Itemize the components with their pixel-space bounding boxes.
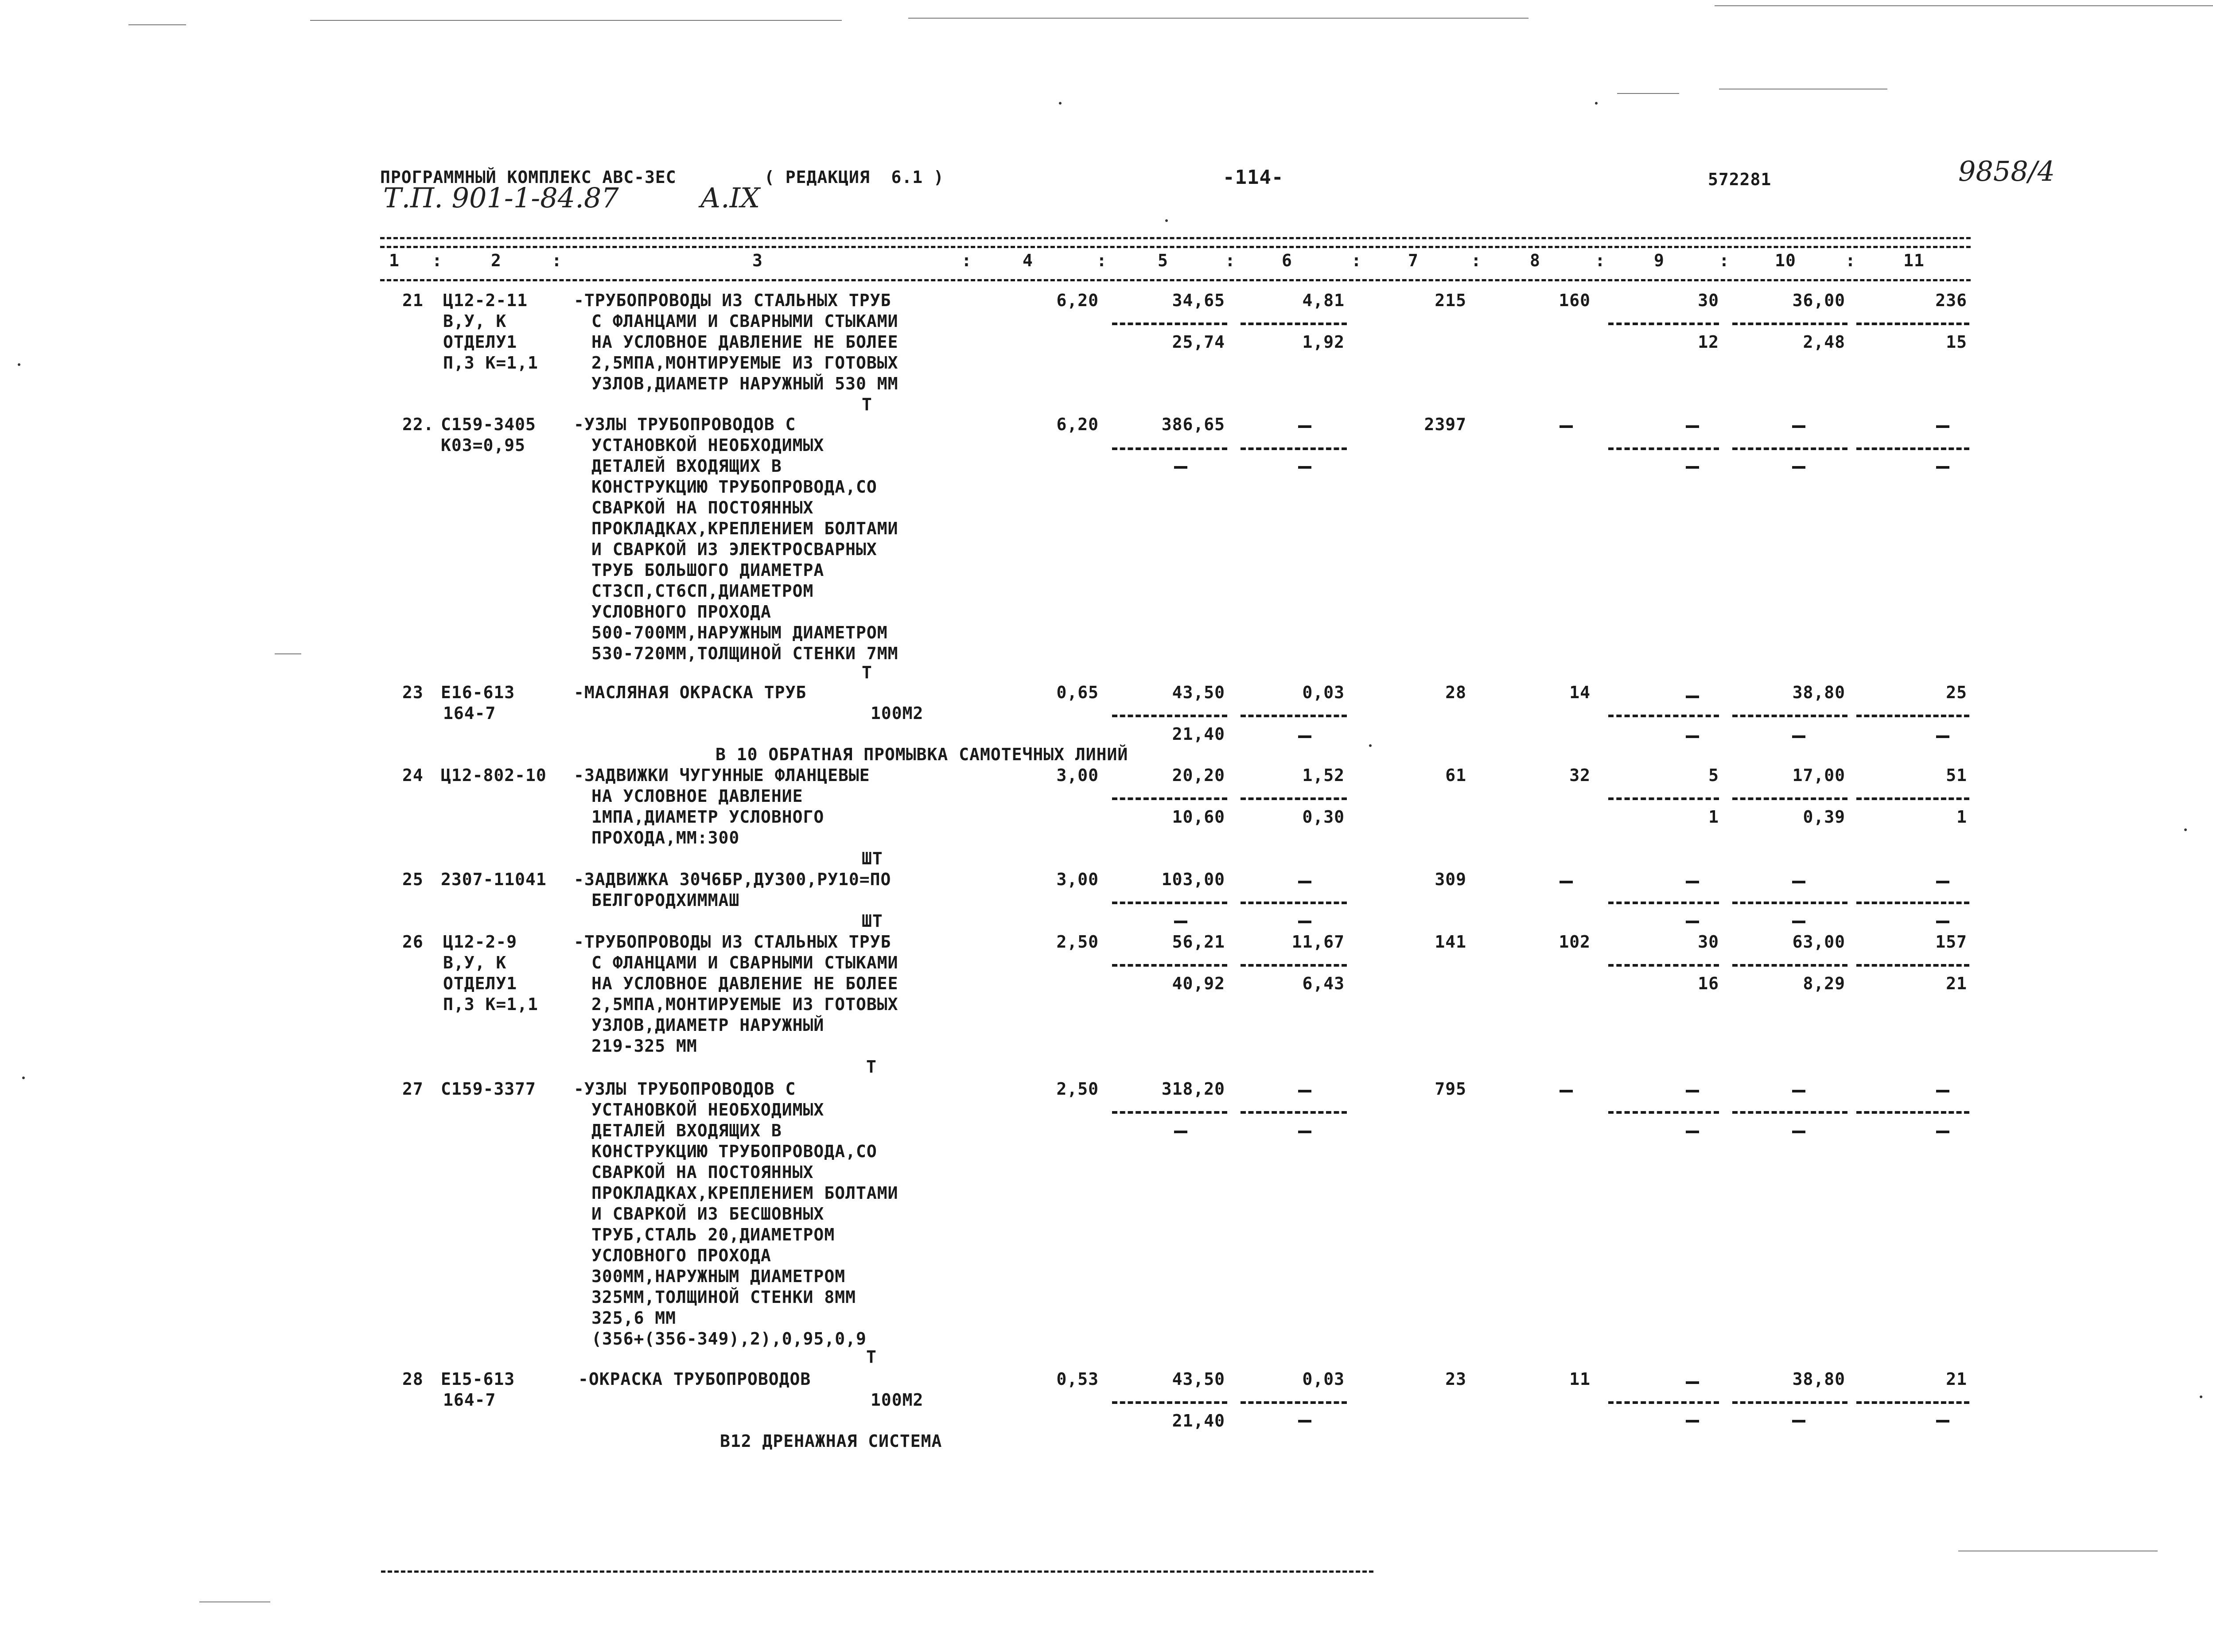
empty-cell-mark	[1686, 1420, 1699, 1423]
scan-mark	[1617, 93, 1679, 94]
column-header: 1	[389, 251, 400, 270]
cell-col6: 1,52	[1302, 766, 1345, 785]
row-description: УЗЛОВ,ДИАМЕТР НАРУЖНЫЙ	[591, 1015, 825, 1035]
cell-divider	[1608, 1401, 1719, 1404]
row-number: 27	[402, 1079, 424, 1099]
cell-col11: 25	[1946, 683, 1967, 702]
column-separator: :	[1595, 251, 1606, 270]
empty-cell-mark	[1792, 1420, 1805, 1423]
cell-col8: 102	[1559, 932, 1591, 952]
row-description: 325,6 ММ	[591, 1308, 677, 1328]
empty-cell-mark	[1936, 881, 1949, 883]
empty-cell-mark	[1936, 425, 1949, 428]
cell-divider	[1732, 447, 1847, 450]
row-unit: Т	[866, 1057, 877, 1077]
cell-col10-extra: 0,39	[1803, 807, 1845, 827]
scan-mark	[199, 1601, 270, 1602]
row-code: Е15-613	[441, 1369, 515, 1389]
empty-cell-mark	[1298, 735, 1311, 738]
column-separator: :	[552, 251, 562, 270]
row-description: ПРОКЛАДКАХ,КРЕПЛЕНИЕМ БОЛТАМИ	[591, 519, 898, 538]
cell-col6-extra: 6,43	[1302, 974, 1345, 993]
cell-col7: 2397	[1424, 415, 1466, 434]
column-separator: :	[1225, 251, 1236, 270]
empty-cell-mark	[1792, 425, 1805, 428]
cell-col8: 14	[1569, 683, 1591, 702]
row-description: -ТРУБОПРОВОДЫ ИЗ СТАЛЬНЫХ ТРУБ	[574, 291, 891, 310]
row-description: 2,5МПА,МОНТИРУЕМЫЕ ИЗ ГОТОВЫХ	[591, 995, 898, 1014]
row-code: Ц12-802-10	[441, 766, 547, 785]
cell-divider	[1112, 715, 1227, 717]
empty-cell-mark	[1936, 735, 1949, 738]
row-description: -УЗЛЫ ТРУБОПРОВОДОВ С	[574, 1079, 796, 1099]
cell-col4: 0,65	[1056, 683, 1099, 702]
cell-col11: 157	[1935, 932, 1967, 952]
row-code: П,3 К=1,1	[443, 995, 538, 1014]
cell-col8: 160	[1559, 291, 1591, 310]
empty-cell-mark	[1686, 696, 1699, 698]
cell-divider	[1856, 715, 1969, 717]
cell-divider	[1112, 447, 1227, 450]
column-header: 4	[1023, 251, 1033, 270]
column-header: 5	[1158, 251, 1168, 270]
row-description: СВАРКОЙ НА ПОСТОЯННЫХ	[591, 1162, 814, 1182]
row-description: ДЕТАЛЕЙ ВХОДЯЩИХ В	[591, 456, 782, 476]
edition-label: ( РЕДАКЦИЯ 6.1 )	[764, 167, 944, 187]
cell-col5-extra: 10,60	[1172, 807, 1225, 827]
empty-cell-mark	[1936, 1090, 1949, 1092]
cell-col5: 56,21	[1172, 932, 1225, 952]
cell-col11-extra: 21	[1946, 974, 1967, 993]
cell-col6: 11,67	[1291, 932, 1345, 952]
cell-divider	[1732, 715, 1847, 717]
cell-col8: 11	[1569, 1369, 1591, 1389]
cell-col11-extra: 1	[1956, 807, 1967, 827]
row-code: Е16-613	[441, 683, 515, 702]
empty-cell-mark	[1174, 921, 1187, 923]
row-unit: Т	[862, 663, 872, 682]
row-description: 325ММ,ТОЛЩИНОЙ СТЕНКИ 8ММ	[591, 1287, 856, 1307]
empty-cell-mark	[1686, 1381, 1699, 1384]
cell-divider	[1856, 902, 1969, 904]
cell-divider	[1856, 1111, 1969, 1114]
column-separator: :	[961, 251, 972, 270]
scan-mark	[275, 653, 301, 654]
empty-cell-mark	[1174, 1131, 1187, 1133]
row-number: 24	[402, 766, 424, 785]
row-code: 2307-11041	[441, 870, 547, 889]
row-code: 164-7	[443, 704, 496, 723]
cell-col10: 17,00	[1792, 766, 1845, 785]
cell-divider	[1732, 902, 1847, 904]
page-number: -114-	[1223, 166, 1284, 189]
cell-divider	[1241, 447, 1347, 450]
column-separator: :	[1719, 251, 1730, 270]
cell-divider	[1856, 797, 1969, 800]
cell-col5-extra: 21,40	[1172, 724, 1225, 744]
row-description: (356+(356-349),2),0,95,0,9	[591, 1329, 867, 1349]
cell-col10: 38,80	[1792, 683, 1845, 702]
cell-col10: 63,00	[1792, 932, 1845, 952]
row-description: И СВАРКОЙ ИЗ ЭЛЕКТРОСВАРНЫХ	[591, 540, 877, 559]
cell-col11: 21	[1946, 1369, 1967, 1389]
cell-divider	[1112, 797, 1227, 800]
row-code: П,3 К=1,1	[443, 353, 538, 373]
cell-divider	[1608, 715, 1719, 717]
row-unit: Т	[862, 395, 872, 414]
row-code: Ц12-2-11	[443, 291, 528, 310]
row-description: УЗЛОВ,ДИАМЕТР НАРУЖНЫЙ 530 ММ	[591, 374, 898, 393]
column-separator: :	[1097, 251, 1107, 270]
row-unit: ШТ	[862, 849, 883, 868]
cell-col5-extra: 25,74	[1172, 332, 1225, 352]
row-description: НА УСЛОВНОЕ ДАВЛЕНИЕ	[591, 786, 803, 806]
cell-col6: 4,81	[1302, 291, 1345, 310]
cell-col7: 61	[1445, 766, 1466, 785]
row-description: ТРУБ БОЛЬШОГО ДИАМЕТРА	[591, 560, 825, 580]
table-header-bottom-rule	[380, 279, 1971, 281]
cell-col5: 20,20	[1172, 766, 1225, 785]
row-number: 25	[402, 870, 424, 889]
row-description: 300ММ,НАРУЖНЫМ ДИАМЕТРОМ	[591, 1267, 846, 1286]
column-header: 2	[491, 251, 502, 270]
empty-cell-mark	[1686, 466, 1699, 469]
row-description: СВАРКОЙ НА ПОСТОЯННЫХ	[591, 498, 814, 517]
scan-mark	[1715, 5, 2213, 6]
column-header: 9	[1654, 251, 1665, 270]
column-separator: :	[432, 251, 443, 270]
empty-cell-mark	[1298, 425, 1311, 428]
cell-divider	[1732, 1111, 1847, 1114]
empty-cell-mark	[1686, 735, 1699, 738]
column-header: 8	[1530, 251, 1540, 270]
row-description: 530-720ММ,ТОЛЩИНОЙ СТЕНКИ 7ММ	[591, 644, 898, 663]
cell-divider	[1856, 323, 1969, 325]
cell-divider	[1608, 964, 1719, 967]
row-description: КОНСТРУКЦИЮ ТРУБОПРОВОДА,СО	[591, 1142, 877, 1161]
row-number: 21	[402, 291, 424, 310]
column-header: 3	[752, 251, 763, 270]
cell-col6: 0,03	[1302, 1369, 1345, 1389]
row-description: СТ3СП,СТ6СП,ДИАМЕТРОМ	[591, 581, 814, 601]
cell-divider	[1112, 902, 1227, 904]
cell-divider	[1732, 797, 1847, 800]
row-description: БЕЛГОРОДХИММАШ	[591, 890, 740, 910]
cell-col11: 236	[1935, 291, 1967, 310]
cell-col4: 3,00	[1056, 870, 1099, 889]
column-header: 6	[1282, 251, 1292, 270]
empty-cell-mark	[1298, 1420, 1311, 1423]
column-header: 7	[1408, 251, 1419, 270]
cell-divider	[1241, 323, 1347, 325]
column-separator: :	[1471, 251, 1482, 270]
row-description: -ЗАДВИЖКА 30Ч6БР,ДУ300,РУ10=ПО	[574, 870, 891, 889]
cell-col5: 103,00	[1161, 870, 1225, 889]
cell-col5-extra: 40,92	[1172, 974, 1225, 993]
cell-col4: 6,20	[1056, 415, 1099, 434]
cell-divider	[1608, 1111, 1719, 1114]
scan-dot	[18, 363, 20, 366]
cell-col9-extra: 12	[1698, 332, 1719, 352]
table-top-rule	[380, 237, 1971, 239]
empty-cell-mark	[1298, 881, 1311, 883]
row-code: В,У, К	[443, 953, 507, 972]
empty-cell-mark	[1560, 881, 1573, 883]
column-header: 10	[1775, 251, 1796, 270]
row-code: С159-3377	[441, 1079, 536, 1099]
cell-divider	[1241, 1401, 1347, 1404]
empty-cell-mark	[1936, 1131, 1949, 1133]
scan-dot	[1369, 744, 1372, 747]
cell-col5: 386,65	[1161, 415, 1225, 434]
row-description: УСТАНОВКОЙ НЕОБХОДИМЫХ	[591, 435, 825, 455]
row-description: С ФЛАНЦАМИ И СВАРНЫМИ СТЫКАМИ	[591, 953, 898, 972]
row-description: -ЗАДВИЖКИ ЧУГУННЫЕ ФЛАНЦЕВЫЕ	[574, 766, 870, 785]
cell-col6-extra: 1,92	[1302, 332, 1345, 352]
empty-cell-mark	[1686, 881, 1699, 883]
row-unit: ШТ	[862, 911, 883, 931]
row-number: 22.	[402, 415, 434, 434]
scan-dot	[1059, 102, 1062, 105]
empty-cell-mark	[1792, 1131, 1805, 1133]
empty-cell-mark	[1686, 1090, 1699, 1092]
cell-col4: 0,53	[1056, 1369, 1099, 1389]
row-description: -УЗЛЫ ТРУБОПРОВОДОВ С	[574, 415, 796, 434]
row-number: 23	[402, 683, 424, 702]
empty-cell-mark	[1936, 1420, 1949, 1423]
handwritten-sheet-number: 9858/4	[1958, 155, 2055, 187]
cell-divider	[1732, 1401, 1847, 1404]
cell-col5: 34,65	[1172, 291, 1225, 310]
cell-divider	[1241, 797, 1347, 800]
column-separator: :	[1351, 251, 1362, 270]
scan-dot	[1165, 219, 1168, 222]
program-name: ПРОГРАММНЫЙ КОМПЛЕКС АВС-ЗЕС	[380, 167, 677, 187]
empty-cell-mark	[1298, 1131, 1311, 1133]
scan-dot	[1595, 102, 1598, 105]
cell-divider	[1112, 1401, 1227, 1404]
handwritten-project-code: Т.П. 901-1-84.87	[383, 182, 619, 214]
cell-divider	[1241, 902, 1347, 904]
cell-divider	[1241, 1111, 1347, 1114]
row-description: УСЛОВНОГО ПРОХОДА	[591, 602, 771, 622]
cell-col4: 2,50	[1056, 932, 1099, 952]
scan-mark	[310, 20, 842, 21]
row-unit: 100М2	[871, 704, 924, 723]
cell-divider	[1732, 323, 1847, 325]
cell-col11: 51	[1946, 766, 1967, 785]
row-code: ОТДЕЛУ1	[443, 332, 517, 352]
row-description: ПРОКЛАДКАХ,КРЕПЛЕНИЕМ БОЛТАМИ	[591, 1183, 898, 1203]
empty-cell-mark	[1792, 466, 1805, 469]
table-top-rule-2	[380, 246, 1971, 248]
cell-col10: 36,00	[1792, 291, 1845, 310]
row-description: НА УСЛОВНОЕ ДАВЛЕНИЕ НЕ БОЛЕЕ	[591, 332, 898, 352]
cell-col6: 0,03	[1302, 683, 1345, 702]
empty-cell-mark	[1560, 425, 1573, 428]
cell-divider	[1856, 1401, 1969, 1404]
cell-col4: 2,50	[1056, 1079, 1099, 1099]
cell-col9: 5	[1708, 766, 1719, 785]
cell-divider	[1608, 323, 1719, 325]
column-header: 11	[1903, 251, 1925, 270]
row-description: УСЛОВНОГО ПРОХОДА	[591, 1246, 771, 1265]
row-description: И СВАРКОЙ ИЗ БЕСШОВНЫХ	[591, 1204, 825, 1224]
scan-mark	[128, 24, 186, 25]
cell-col5-extra: 21,40	[1172, 1411, 1225, 1430]
empty-cell-mark	[1174, 466, 1187, 469]
empty-cell-mark	[1792, 921, 1805, 923]
cell-divider	[1608, 797, 1719, 800]
cell-col10: 38,80	[1792, 1369, 1845, 1389]
row-code: С159-3405	[441, 415, 536, 434]
cell-divider	[1241, 715, 1347, 717]
empty-cell-mark	[1792, 735, 1805, 738]
empty-cell-mark	[1686, 1131, 1699, 1133]
document-code: 572281	[1708, 170, 1772, 189]
row-code: В,У, К	[443, 311, 507, 331]
cell-divider	[1608, 447, 1719, 450]
cell-col7: 28	[1445, 683, 1466, 702]
row-description: ПРОХОДА,ММ:300	[591, 828, 740, 847]
row-description: С ФЛАНЦАМИ И СВАРНЫМИ СТЫКАМИ	[591, 311, 898, 331]
empty-cell-mark	[1298, 466, 1311, 469]
row-description: 2,5МПА,МОНТИРУЕМЫЕ ИЗ ГОТОВЫХ	[591, 353, 898, 373]
cell-col5: 43,50	[1172, 1369, 1225, 1389]
cell-col7: 795	[1435, 1079, 1466, 1099]
row-code: Ц12-2-9	[443, 932, 517, 952]
cell-col9: 30	[1698, 932, 1719, 952]
cell-divider	[1112, 323, 1227, 325]
empty-cell-mark	[1792, 881, 1805, 883]
cell-col4: 3,00	[1056, 766, 1099, 785]
empty-cell-mark	[1936, 466, 1949, 469]
empty-cell-mark	[1686, 425, 1699, 428]
cell-col8: 32	[1569, 766, 1591, 785]
row-unit: Т	[866, 1347, 877, 1367]
cell-divider	[1112, 964, 1227, 967]
scan-dot	[2200, 1395, 2202, 1398]
row-description: УСТАНОВКОЙ НЕОБХОДИМЫХ	[591, 1100, 825, 1119]
cell-col5: 318,20	[1161, 1079, 1225, 1099]
row-description: -МАСЛЯНАЯ ОКРАСКА ТРУБ	[574, 683, 807, 702]
cell-col7: 215	[1435, 291, 1466, 310]
cell-col10-extra: 2,48	[1803, 332, 1845, 352]
cell-col7: 309	[1435, 870, 1466, 889]
row-description: ДЕТАЛЕЙ ВХОДЯЩИХ В	[591, 1121, 782, 1140]
page-bottom-rule	[381, 1570, 1373, 1573]
cell-divider	[1856, 447, 1969, 450]
empty-cell-mark	[1298, 1090, 1311, 1092]
cell-col7: 23	[1445, 1369, 1466, 1389]
column-separator: :	[1845, 251, 1856, 270]
row-description: 500-700ММ,НАРУЖНЫМ ДИАМЕТРОМ	[591, 623, 888, 642]
row-number: 26	[402, 932, 424, 952]
row-description: -ОКРАСКА ТРУБОПРОВОДОВ	[578, 1369, 811, 1389]
empty-cell-mark	[1792, 1090, 1805, 1092]
empty-cell-mark	[1686, 921, 1699, 923]
scan-mark	[908, 18, 1528, 19]
section-heading: В12 ДРЕНАЖНАЯ СИСТЕМА	[720, 1431, 942, 1451]
handwritten-album: А.IX	[700, 182, 760, 214]
cell-divider	[1241, 964, 1347, 967]
row-code: ОТДЕЛУ1	[443, 974, 517, 993]
cell-divider	[1608, 902, 1719, 904]
cell-divider	[1112, 1111, 1227, 1114]
scan-dot	[22, 1077, 25, 1079]
cell-col6-extra: 0,30	[1302, 807, 1345, 827]
row-description: ТРУБ,СТАЛЬ 20,ДИАМЕТРОМ	[591, 1225, 835, 1244]
cell-divider	[1856, 964, 1969, 967]
row-description: -ТРУБОПРОВОДЫ ИЗ СТАЛЬНЫХ ТРУБ	[574, 932, 891, 952]
cell-divider	[1732, 964, 1847, 967]
row-unit: 100М2	[871, 1390, 924, 1410]
row-code: 164-7	[443, 1390, 496, 1410]
row-description: 219-325 ММ	[591, 1036, 697, 1056]
cell-col7: 141	[1435, 932, 1466, 952]
empty-cell-mark	[1936, 921, 1949, 923]
row-description: КОНСТРУКЦИЮ ТРУБОПРОВОДА,СО	[591, 477, 877, 497]
cell-col4: 6,20	[1056, 291, 1099, 310]
cell-col9-extra: 16	[1698, 974, 1719, 993]
row-code: К03=0,95	[441, 435, 526, 455]
row-number: 28	[402, 1369, 424, 1389]
row-description: 1МПА,ДИАМЕТР УСЛОВНОГО	[591, 807, 825, 827]
cell-col11-extra: 15	[1946, 332, 1967, 352]
cell-col9: 30	[1698, 291, 1719, 310]
cell-col9-extra: 1	[1708, 807, 1719, 827]
empty-cell-mark	[1298, 921, 1311, 923]
section-heading: В 10 ОБРАТНАЯ ПРОМЫВКА САМОТЕЧНЫХ ЛИНИЙ	[716, 745, 1128, 764]
row-description: НА УСЛОВНОЕ ДАВЛЕНИЕ НЕ БОЛЕЕ	[591, 974, 898, 993]
scan-dot	[2184, 828, 2187, 831]
empty-cell-mark	[1560, 1090, 1573, 1092]
cell-col10-extra: 8,29	[1803, 974, 1845, 993]
cell-col5: 43,50	[1172, 683, 1225, 702]
